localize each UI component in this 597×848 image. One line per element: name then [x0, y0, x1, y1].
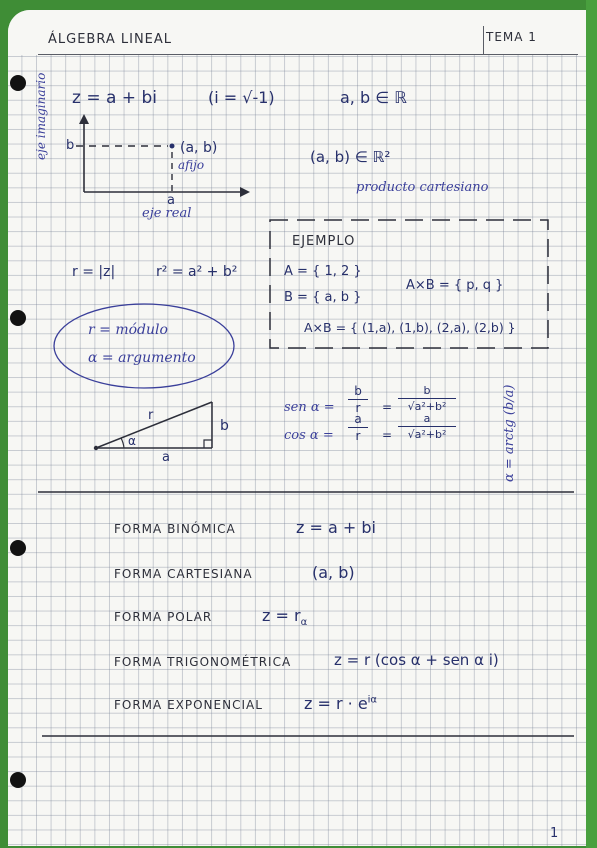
- triangle-vertex-dot: [94, 446, 98, 450]
- sen-fraction-2: b √a²+b²: [398, 384, 456, 413]
- y-axis-arrow: [79, 114, 89, 124]
- b-tick-label: b: [66, 138, 75, 153]
- triangle-hypotenuse: [96, 402, 212, 448]
- form-trigonometrica-name: FORMA TRIGONOMÉTRICA: [114, 655, 292, 669]
- angle-arc: [121, 438, 124, 448]
- i-definition: (i = √-1): [208, 88, 275, 107]
- axb-short: A×B = { p, q }: [406, 278, 504, 293]
- right-angle-mark: [204, 440, 212, 448]
- set-b: B = { a, b }: [284, 290, 362, 305]
- form-exponencial-expr: $z = r \cdot e^{i\alpha}$: [304, 694, 378, 713]
- a-tick-label: a: [167, 193, 175, 208]
- x-axis-arrow: [240, 187, 250, 197]
- page-title: ÁLGEBRA LINEAL: [48, 32, 173, 47]
- triangle-opp-label: b: [220, 418, 229, 434]
- triangle-hyp-label: r: [148, 408, 154, 423]
- set-a: A = { 1, 2 }: [284, 264, 362, 279]
- form-polar-name: FORMA POLAR: [114, 610, 213, 624]
- ejemplo-title: EJEMPLO: [292, 234, 356, 249]
- definition-ellipse: [54, 304, 234, 388]
- binder-hole: [10, 75, 26, 91]
- form-cartesiana-name: FORMA CARTESIANA: [114, 567, 253, 581]
- cos-fraction-2: a √a²+b²: [398, 412, 456, 441]
- afijo-label: afijo: [178, 158, 205, 172]
- form-exponencial-name: FORMA EXPONENCIAL: [114, 698, 263, 712]
- sen-equals: =: [382, 400, 393, 414]
- arctg-formula: α = arctg (b/a): [502, 384, 517, 482]
- sen-fraction-1: b r: [348, 384, 368, 415]
- point-ab: [170, 144, 175, 149]
- cos-fraction-1: a r: [348, 412, 368, 443]
- notebook-page: [8, 10, 586, 846]
- sen-lhs: sen α =: [284, 400, 335, 415]
- modulo-definition: r = módulo: [88, 322, 168, 338]
- binder-hole: [10, 310, 26, 326]
- form-cartesiana-expr: (a, b): [312, 563, 355, 582]
- form-binomica-name: FORMA BINÓMICA: [114, 522, 236, 536]
- r-modulus: r = |z|: [72, 264, 116, 280]
- point-label: (a, b): [180, 140, 218, 156]
- domain-statement: a, b ∈ ℝ: [340, 88, 407, 107]
- cartesian-pair: (a, b) ∈ ℝ²: [310, 148, 391, 166]
- triangle-alpha-label: α: [128, 434, 136, 448]
- form-trigonometrica-expr: z = r (cos α + sen α i): [334, 651, 499, 669]
- axb-full: A×B = { (1,a), (1,b), (2,a), (2,b) }: [304, 320, 516, 335]
- binder-hole: [10, 540, 26, 556]
- r-squared: r² = a² + b²: [156, 264, 238, 280]
- form-binomica-expr: z = a + bi: [296, 518, 376, 537]
- triangle-adj-label: a: [162, 450, 170, 465]
- binder-hole: [10, 772, 26, 788]
- producto-cartesiano: producto cartesiano: [356, 180, 489, 195]
- cos-equals: =: [382, 428, 393, 442]
- cos-lhs: cos α =: [284, 428, 334, 443]
- tema-label: TEMA 1: [486, 30, 537, 44]
- page-number: 1: [550, 826, 559, 841]
- z-definition: z = a + bi: [72, 88, 157, 108]
- notebook-cover-edge: [586, 0, 597, 848]
- form-polar-expr: $z = r_\alpha$: [262, 606, 308, 629]
- argumento-definition: α = argumento: [88, 350, 196, 366]
- imaginary-axis-label: eje imaginario: [34, 72, 48, 160]
- real-axis-label: eje real: [142, 206, 192, 221]
